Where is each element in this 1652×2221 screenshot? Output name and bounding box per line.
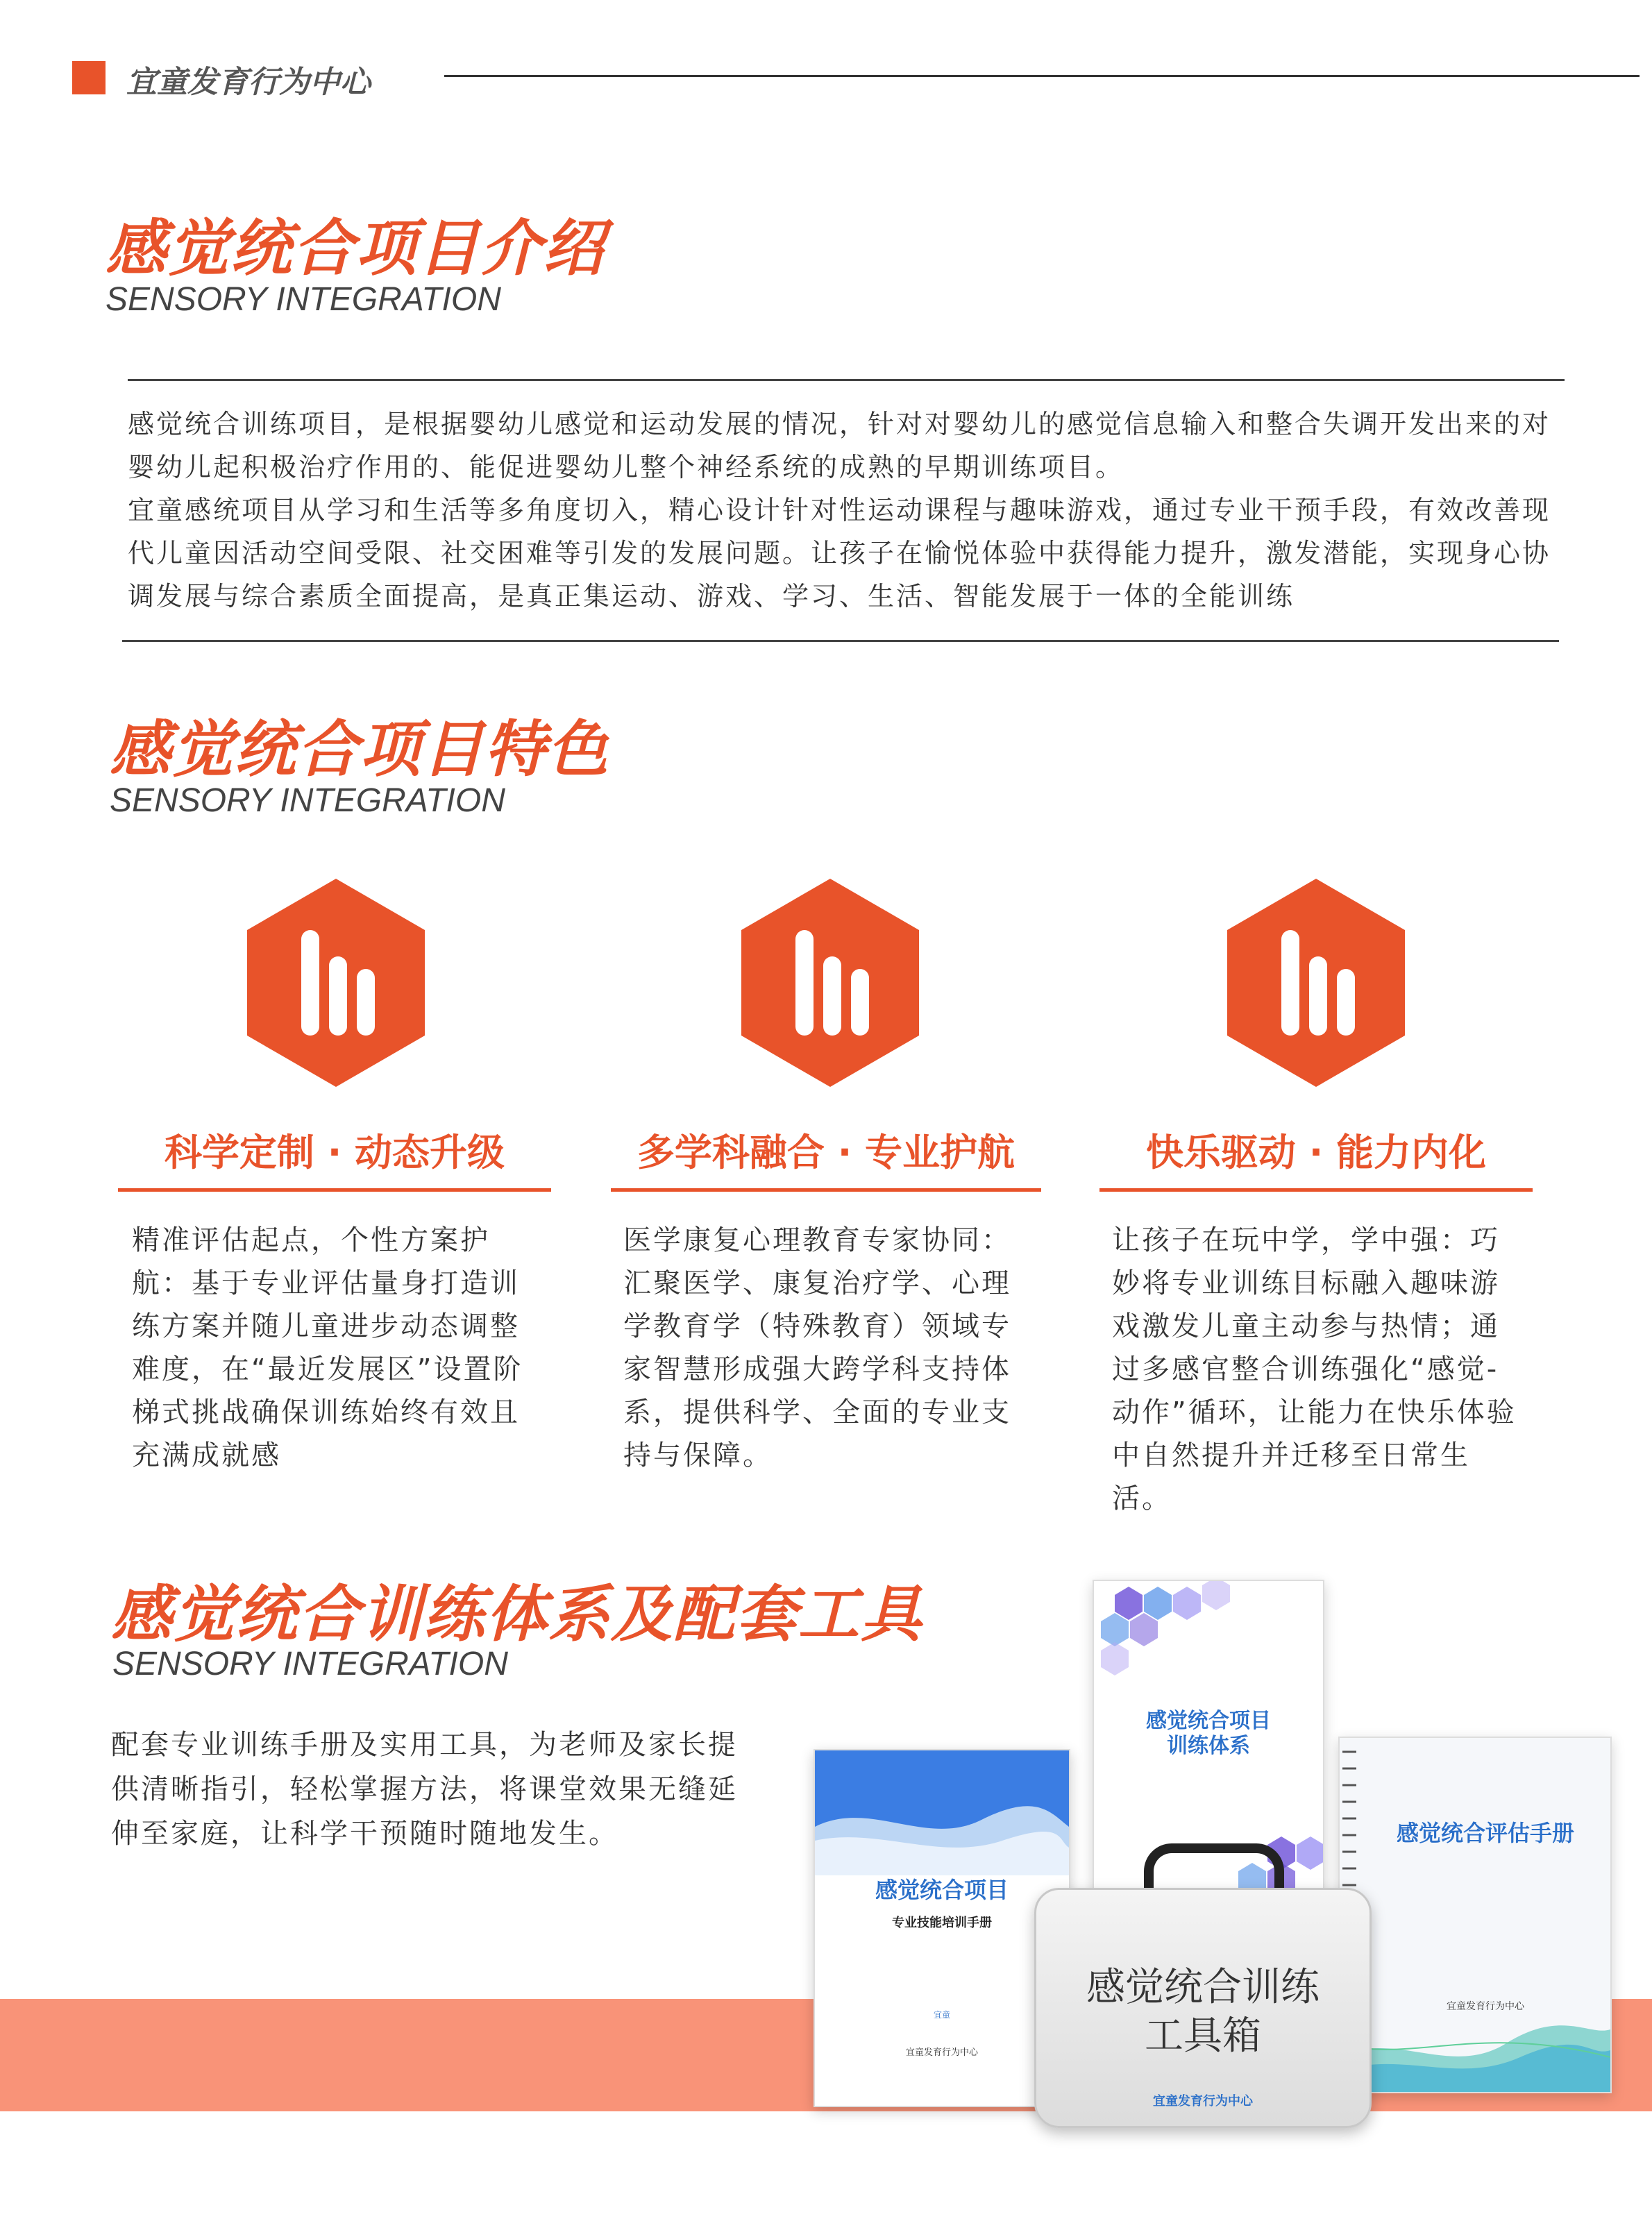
features-title: 感觉统合项目特色 bbox=[110, 713, 610, 785]
skills-training-manual-brand: 宜童发育行为中心 bbox=[905, 2047, 978, 2058]
header-brand: 宜童发育行为中心 bbox=[126, 65, 371, 100]
feature-1-underline bbox=[118, 1188, 551, 1192]
intro-subtitle: SENSORY INTEGRATION bbox=[106, 281, 501, 318]
hexagon-pattern-decoration bbox=[1094, 1581, 1323, 1678]
training-toolbox bbox=[1034, 1888, 1372, 2128]
assessment-handbook-brand: 宜童发育行为中心 bbox=[1447, 2001, 1524, 2012]
toolbox-brand: 宜童发育行为中心 bbox=[1153, 2094, 1253, 2109]
intro-paragraph-1: 感觉统合训练项目，是根据婴幼儿感觉和运动发展的情况，针对对婴幼儿的感觉信息输入和整合失调开发出来的对婴幼儿起积极治疗作用的、能促进婴幼儿整个神经系统的成熟的早期训练项目。 bbox=[128, 409, 1551, 482]
features-subtitle: SENSORY INTEGRATION bbox=[110, 782, 505, 819]
assessment-handbook bbox=[1338, 1737, 1612, 2093]
feature-2-text: 医学康复心理教育专家协同：汇聚医学、康复治疗学、心理学教育学（特殊教育）领域专家智慧形成强大跨学科支持体系，提供科学、全面的专业支持与保障。 bbox=[623, 1224, 1011, 1471]
feature-2-underline bbox=[611, 1188, 1041, 1192]
system-title: 感觉统合训练体系及配套工具 bbox=[111, 1578, 924, 1650]
assessment-handbook-title: 感觉统合评估手册 bbox=[1396, 1820, 1574, 1846]
feature-2-title: 多学科融合 · 专业护航 bbox=[637, 1131, 1015, 1174]
skills-training-manual bbox=[814, 1749, 1070, 2107]
bar-chart-hexagon-icon bbox=[741, 879, 919, 1087]
intro-top-rule bbox=[128, 379, 1565, 381]
intro-title: 感觉统合项目介绍 bbox=[106, 212, 606, 284]
wave-decoration bbox=[1340, 2002, 1610, 2092]
system-text: 配套专业训练手册及实用工具，为老师及家长提供清晰指引，轻松掌握方法，将课堂效果无缝延伸至家庭，让科学干预随时随地发生。 bbox=[111, 1729, 738, 1850]
skills-training-manual-title: 感觉统合项目 bbox=[875, 1877, 1009, 1903]
bar-chart-hexagon-icon bbox=[1227, 879, 1405, 1087]
training-system-title-2: 训练体系 bbox=[1167, 1734, 1250, 1758]
training-system-title-1: 感觉统合项目 bbox=[1146, 1709, 1271, 1733]
system-subtitle: SENSORY INTEGRATION bbox=[112, 1646, 508, 1682]
header-rule bbox=[444, 75, 1640, 77]
skills-training-manual-logo: 宜童 bbox=[933, 2010, 950, 2020]
intro-bottom-rule bbox=[122, 640, 1559, 642]
wave-header-decoration bbox=[815, 1750, 1069, 1875]
feature-3-text: 让孩子在玩中学，学中强：巧妙将专业训练目标融入趣味游戏激发儿童主动参与热情；通过多感官整合训练强化“感觉-动作”循环，让能力在快乐体验中自然提升并迁移至日常生活。 bbox=[1112, 1224, 1517, 1514]
intro-paragraph-2: 宜童感统项目从学习和生活等多角度切入，精心设计针对性运动课程与趣味游戏，通过专业干预手段，有效改善现代儿童因活动空间受限、社交困难等引发的发展问题。让孩子在愉悦体验中获得能力提升，激发潜能，实现身心协调发展与综合素质全面提高，是真正集运动、游戏、学习、生活、智能发展于一体的全能训练 bbox=[128, 495, 1551, 611]
feature-1-text: 精准评估起点，个性方案护航：基于专业评估量身打造训练方案并随儿童进步动态调整难度，在“最近发展区”设置阶梯式挑战确保训练始终有效且充满成就感 bbox=[132, 1224, 523, 1471]
feature-3-underline bbox=[1099, 1188, 1533, 1192]
header-square bbox=[72, 61, 106, 94]
feature-1-title: 科学定制 · 动态升级 bbox=[164, 1131, 505, 1174]
toolbox-line-2: 工具箱 bbox=[1145, 2013, 1261, 2059]
toolbox-line-1: 感觉统合训练 bbox=[1086, 1965, 1320, 2010]
bar-chart-hexagon-icon bbox=[247, 879, 425, 1087]
skills-training-manual-subtitle: 专业技能培训手册 bbox=[892, 1916, 992, 1930]
feature-3-title: 快乐驱动 · 能力内化 bbox=[1145, 1131, 1487, 1174]
